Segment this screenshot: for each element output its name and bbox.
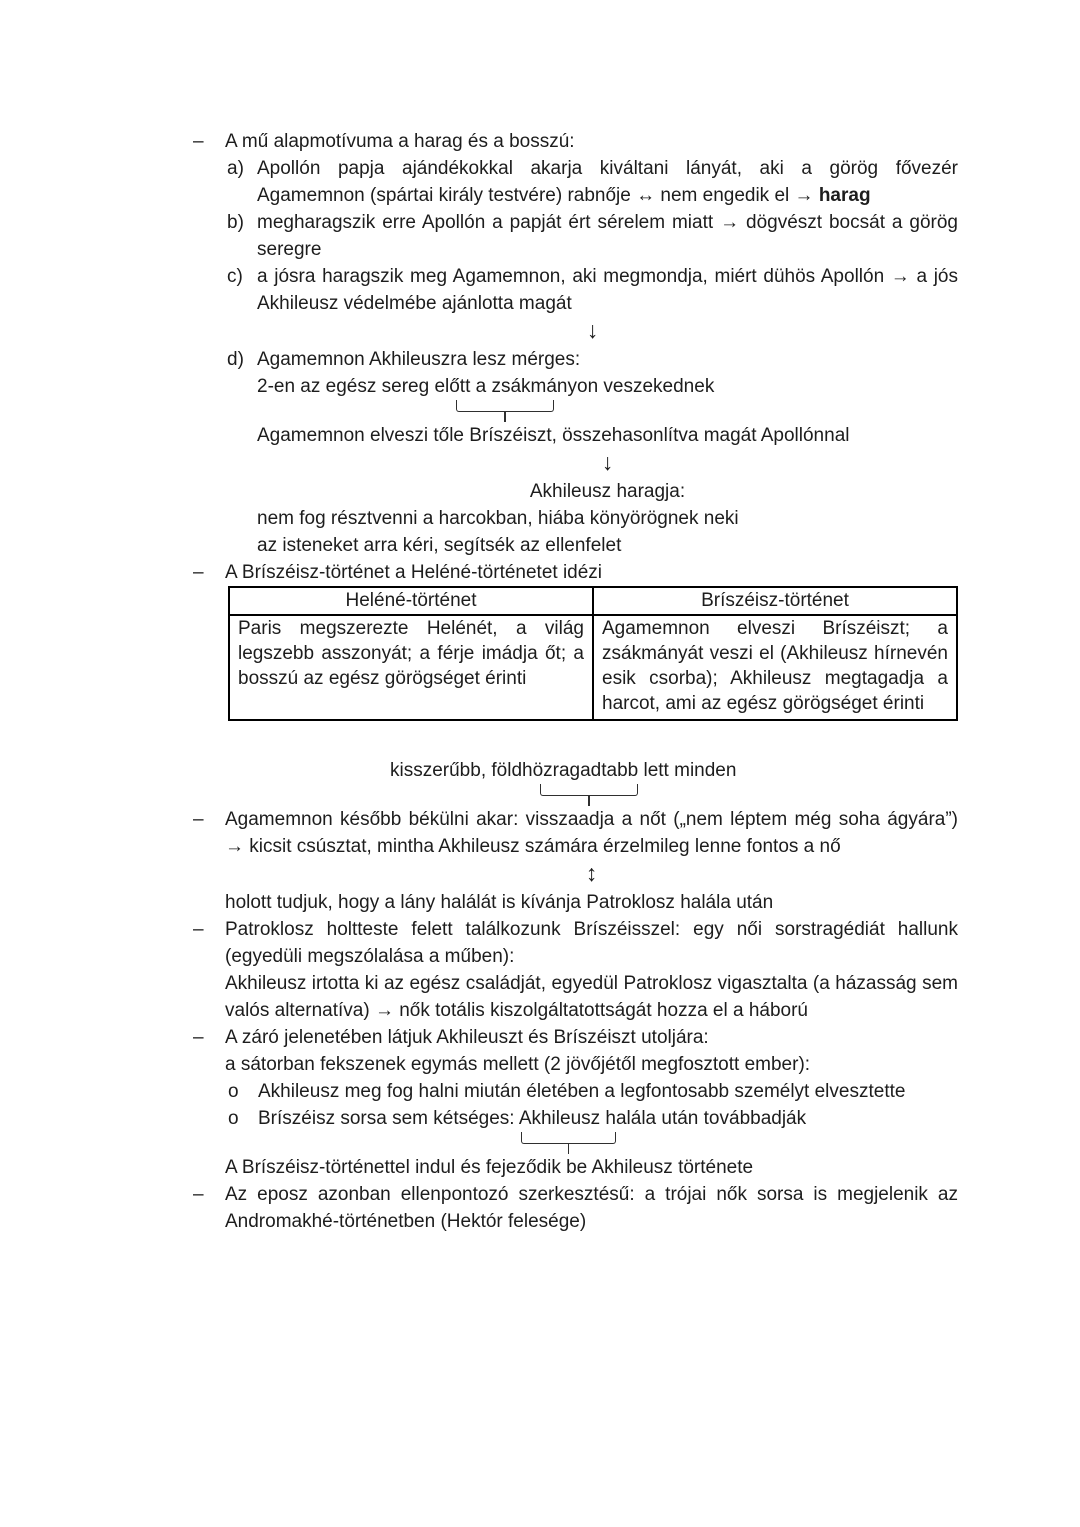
comparison-table [228,586,958,721]
bullet-reconcile-text: Agamemnon később békülni akar: visszaadja a nőt („nem léptem még soha ágyára”) → kicsit csúsztat, mintha Akhileusz számára érzelmileg lenne fontos a nő [225,809,958,857]
table-header-briszeisz: Bríszéisz-történet [593,587,957,615]
list-item-c-text: a jósra haragszik meg Agamemnon, aki megmondja, miért dühös Apollón → a jós Akhileusz védelmébe ajánlotta magát [257,266,958,314]
table-cell-briszeisz: Agamemnon elveszi Bríszéiszt; a zsákmányát veszi el (Akhileusz hírnevén esik csorba); Akhileusz megtagadja a harcot, ami az egész görögséget érinti [593,615,957,720]
closing-scene-line1: A záró jelenetében látjuk Akhileuszt és Bríszéiszt utoljára: [225,1027,709,1048]
bullet-motif [193,128,958,155]
arrow-updown-icon: ↕ [585,860,598,886]
bullet-reconcile [193,806,958,860]
list-item-c [227,263,958,317]
table-row [229,615,957,720]
sub-item-o2-text: Bríszéisz sorsa sem kétséges: Akhileusz halála után továbbadják [258,1108,807,1129]
wrath-sub1: nem fog résztvenni a harcokban, hiába könyörögnek neki [257,508,739,529]
wrath-heading: Akhileusz haragja: [529,481,686,502]
item-a-text-regular: Apollón papja ajándékokkal akarja kiváltani lányát, aki a görög fővezér Agamemnon (spártai király testvére) rabnője ↔ nem engedik el → [257,158,958,206]
underbrace-bar [540,784,638,796]
list-item-d-body [257,346,958,559]
bullet-dash-marker: – [193,1184,204,1205]
list-item-b-text: megharagszik erre Apollón a papját ért sérelem miatt → dögvészt bocsát a görög seregre [257,212,958,260]
table-cell-helene: Paris megszerezte Helénét, a világ legszebb asszonyát; a férje imádja őt; a bosszú az egész görögséget érinti [229,615,593,720]
bullet-helene-parallel-text: A Bríszéisz-történet a Heléné-történetet idézi [225,562,603,583]
underbrace-stem [588,796,590,806]
bullet-dash-marker: – [193,1027,204,1048]
table-header-row [229,587,957,615]
sub-item-o2 [228,1105,958,1132]
sub-item-o1 [228,1078,958,1105]
bullet-counterpoint-text: Az eposz azonban ellenpontozó szerkesztésű: a trójai nők sorsa is megjelenik az Andromakhé-történetben (Hektór felesége) [225,1184,958,1232]
list-letter-marker-a: a) [227,158,244,179]
item-d-line1: Agamemnon Akhileuszra lesz mérges: [257,349,581,370]
underbrace-stem [504,412,506,422]
item-d-line2: 2-en az egész sereg előtt a zsákmányon veszekednek [257,376,715,397]
bullet-dash-marker: – [193,809,204,830]
arrow-row-3 [225,860,958,889]
quarrel-line: Agamemnon elveszi tőle Bríszéiszt, összehasonlítva magát Apollónnal [257,425,850,446]
closing-scene-line2: a sátorban fekszenek egymás mellett (2 jövőjétől megfosztott ember): [225,1054,811,1075]
table-header-helene: Heléné-történet [229,587,593,615]
bullet-motif-text: A mű alapmotívuma a harag és a bosszú: [225,131,575,152]
circle-bullet-marker: o [228,1108,239,1129]
bullet-dash-marker: – [193,131,204,152]
list-letter-marker-b: b) [227,212,244,233]
arrow-row-1 [227,317,958,346]
list-letter-marker-d: d) [227,349,244,370]
list-item-d [227,346,958,559]
underbrace-stem [568,1144,570,1154]
closing-scene-frame-line: A Bríszéisz-történettel indul és fejeződik be Akhileusz története [225,1157,754,1178]
wrath-sub2: az isteneket arra kéri, segítsék az ellenfelet [257,535,622,556]
item-a-text-bold: harag [818,185,871,206]
arrow-down-icon: ↓ [586,317,599,343]
patroklos-para2: Akhileusz irtotta ki az egész családját, egyedül Patroklosz vigasztalta (a házasság sem valós alternatíva) → nők totális kiszolgáltatottságát hozza el a háború [225,973,958,1021]
arrow-row-2 [257,449,958,478]
bullet-closing-scene-body [225,1024,958,1181]
circle-bullet-marker: o [228,1081,239,1102]
sub-item-o1-text: Akhileusz meg fog halni miután életében a legfontosabb személyt elvesztette [258,1081,906,1102]
bullet-counterpoint [193,1181,958,1235]
bullet-dash-marker: – [193,919,204,940]
underbrace-bar [521,1132,616,1144]
bullet-patroklos [193,916,958,1024]
bullet-closing-scene [193,1024,958,1181]
interlude-line: kisszerűbb, földhözragadtabb lett minden [390,760,737,781]
reconcile-counter-line: holott tudjuk, hogy a lány halálát is kívánja Patroklosz halála után [225,892,774,913]
list-item-a-text [257,155,958,209]
underbrace-bar [456,400,554,412]
list-letter-marker-c: c) [227,266,243,287]
bullet-dash-marker: – [193,562,204,583]
arrow-down-icon: ↓ [601,449,614,475]
list-item-b [227,209,958,263]
underbrace-connector-3 [521,1132,616,1154]
bullet-patroklos-body [225,916,958,1024]
underbrace-connector-2 [540,784,638,806]
underbrace-connector-1 [456,400,554,422]
patroklos-para1: Patroklosz holtteste felett találkozunk Bríszéisszel: egy női sorstragédiát hallunk (egyedüli megszólalása a műben): [225,919,958,967]
list-item-a [227,155,958,209]
bullet-helene-parallel [193,559,958,586]
